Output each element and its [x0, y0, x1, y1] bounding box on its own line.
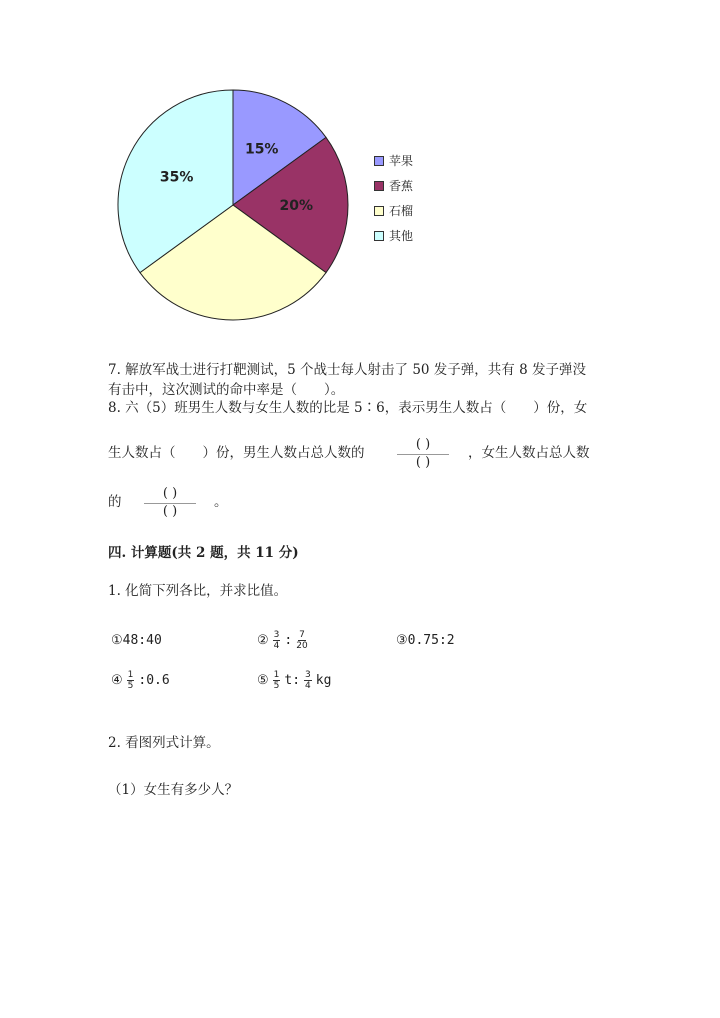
q8-blank-fraction-2[interactable]	[144, 486, 196, 522]
fraction-numerator: 3	[305, 670, 311, 680]
fraction	[296, 630, 307, 651]
q8-line1: 8. 六（5）班男生人数与女生人数的比是 5∶6，表示男生人数占（ ）份，女	[108, 400, 588, 416]
legend-item-other	[374, 227, 413, 244]
item-rest: :0.6	[138, 673, 170, 688]
item-prefix: ②	[257, 633, 269, 648]
legend-swatch	[374, 206, 384, 216]
legend-label: 石榴	[389, 204, 414, 218]
legend-item-apple	[374, 152, 413, 169]
ratio-colon: :	[284, 633, 293, 648]
legend-swatch	[374, 231, 384, 241]
fraction-numerator: 3	[273, 630, 280, 640]
q7-line1: 7. 解放军战士进行打靶测试，5 个战士每人射击了 50 发子弹，共有 8 发子弹没	[108, 362, 586, 378]
q8-line2b: ，女生人数占总人数	[468, 445, 590, 461]
legend-label: 其他	[389, 229, 414, 243]
p1-item2	[257, 630, 312, 651]
fraction	[273, 670, 281, 691]
pie-chart	[100, 80, 360, 330]
p1-item1: ①48:40	[111, 633, 162, 648]
fraction-numerator: 1	[273, 670, 280, 680]
fraction-denominator: ( )	[162, 504, 178, 519]
p2-sub1: （1）女生有多少人？	[108, 782, 239, 798]
legend-item-pomegranate	[374, 202, 413, 219]
q8-line2a: 生人数占（ ）份，男生人数占总人数的	[108, 445, 365, 461]
p1-item3: ③0.75:2	[396, 633, 455, 648]
fraction	[127, 670, 135, 691]
fraction-denominator: 20	[296, 641, 308, 651]
q8-blank-fraction-1[interactable]	[397, 437, 449, 473]
p2-title: 2. 看图列式计算。	[108, 735, 220, 751]
fraction-denominator: ( )	[415, 455, 431, 470]
fraction-denominator: 5	[127, 681, 134, 691]
fraction-numerator: ( )	[415, 437, 431, 452]
fraction	[304, 670, 312, 691]
legend-swatch	[374, 181, 384, 191]
item-mid: t:	[284, 673, 301, 688]
q8-line3b: 。	[214, 494, 228, 510]
p1-title: 1. 化简下列各比，并求比值。	[108, 583, 288, 599]
fraction-numerator: 7	[299, 630, 305, 640]
legend-swatch	[374, 156, 384, 166]
p1-item4	[111, 670, 170, 691]
fraction-denominator: 4	[273, 641, 280, 651]
legend-label: 香蕉	[389, 179, 414, 193]
q7-line2: 有击中，这次测试的命中率是（ ）。	[108, 382, 345, 398]
fraction-denominator: 5	[273, 681, 280, 691]
fraction-numerator: 1	[127, 670, 134, 680]
item-unit: kg	[315, 673, 332, 688]
legend-item-banana	[374, 177, 413, 194]
pie-data-label-1: 20%	[279, 198, 314, 214]
pie-data-label-3: 35%	[159, 169, 194, 186]
item-prefix: ④	[111, 673, 123, 688]
q8-line3a: 的	[108, 494, 122, 510]
section-4-title: 四. 计算题(共 2 题，共 11 分)	[108, 545, 299, 561]
legend-label: 苹果	[389, 154, 414, 168]
item-prefix: ⑤	[257, 673, 269, 688]
fraction	[273, 630, 281, 651]
fraction-numerator: ( )	[162, 486, 178, 501]
pie-data-label-0: 15%	[244, 141, 279, 158]
p1-item5	[257, 670, 331, 691]
fraction-denominator: 4	[305, 681, 311, 691]
